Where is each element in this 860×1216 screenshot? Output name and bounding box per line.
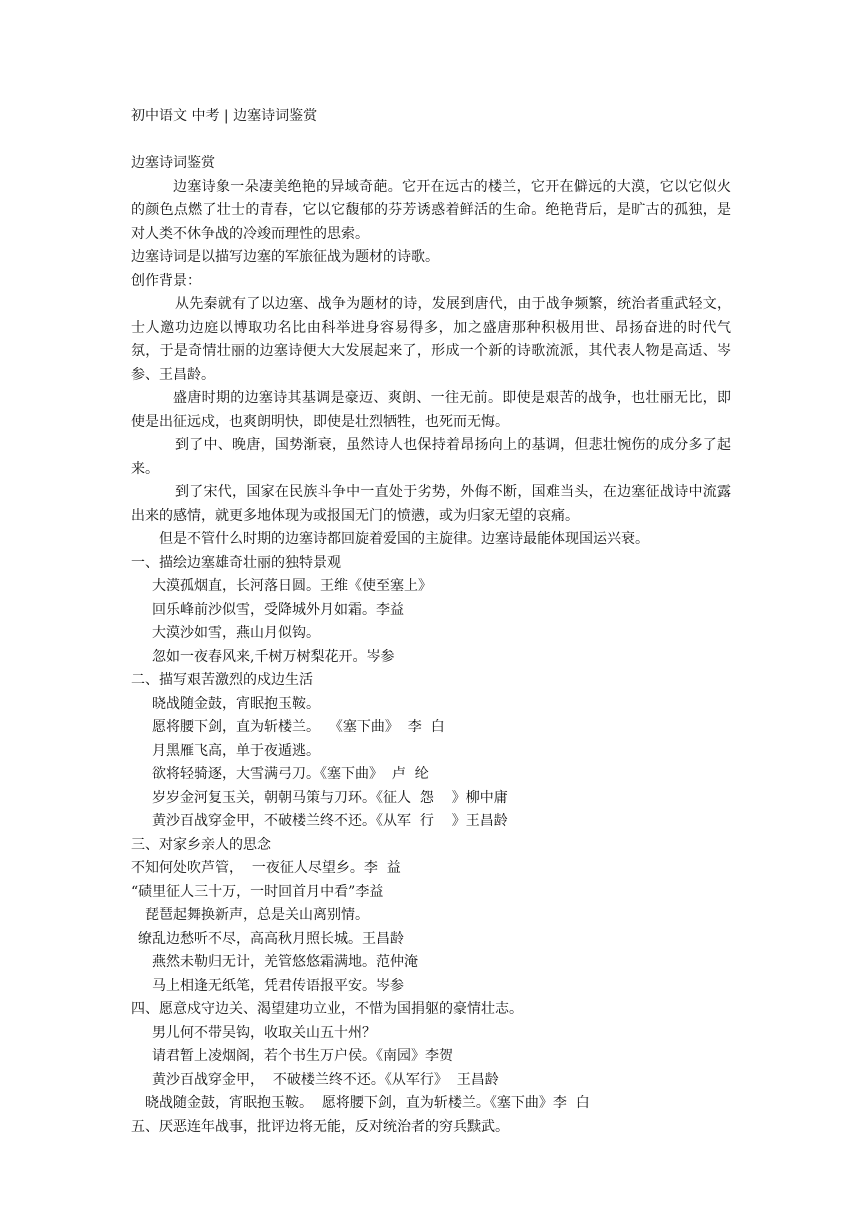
poem-line: 大漠孤烟直，长河落日圆。王维《使至塞上》 [152,578,432,594]
background-paragraph: 盛唐时期的边塞诗其基调是豪迈、爽朗、一往无前。即使是艰苦的战争，也壮丽无比，即使是出征远戍，也爽朗明快，即使是壮烈牺牲，也死而无悔。 [131,390,731,430]
section-heading: 二、描写艰苦激烈的戍边生活 [131,672,313,688]
section-heading: 五、厌恶连年战事，批评边将无能，反对统治者的穷兵黩武。 [131,1118,509,1135]
page-header: 初中语文 中考 | 边塞诗词鉴赏 [131,108,318,124]
poem-line: 琵琶起舞换新声，总是关山离别情。 [145,907,369,923]
background-paragraph: 从先秦就有了以边塞、战争为题材的诗，发展到唐代，由于战争频繁，统治者重武轻文，士人邀功边庭以博取功名比由科举进身容易得多，加之盛唐那种积极用世、昂扬奋进的时代气氛，于是奇情壮丽的边塞诗便大大发展起来了，形成一个新的诗歌流派，其代表人物是高适、岑参、王昌龄。 [131,296,731,383]
poem-line: “碛里征人三十万，一时回首月中看”李益 [131,883,384,900]
poem-line: 晓战随金鼓，宵眠抱玉鞍。 愿将腰下剑，直为斩楼兰。《塞下曲》李 白 [145,1095,590,1111]
background-paragraph: 到了中、晚唐，国势渐衰，虽然诗人也保持着昂扬向上的基调，但悲壮惋伤的成分多了起来。 [131,437,731,477]
background-paragraph: 到了宋代，国家在民族斗争中一直处于劣势，外侮不断，国难当头，在边塞征战诗中流露出来的感情，就更多地体现为或报国无门的愤懑，或为归家无望的哀痛。 [131,484,731,524]
poem-line: 大漠沙如雪，燕山月似钩。 [152,625,320,641]
document-body [131,152,731,1139]
poem-line: 岁岁金河复玉关，朝朝马策与刀环。《征人 怨 》柳中庸 [152,789,508,806]
background-paragraph: 但是不管什么时期的边塞诗都回旋着爱国的主旋律。边塞诗最能体现国运兴衰。 [159,531,649,547]
poem-line: 晓战随金鼓，宵眠抱玉鞍。 [152,695,320,712]
poem-line: 忽如一夜春风来,千树万树梨花开。岑参 [152,648,395,665]
poem-line: 回乐峰前沙似雪，受降城外月如霜。李益 [152,601,404,618]
poem-line: 欲将轻骑逐，大雪满弓刀。《塞下曲》 卢 纶 [152,766,429,782]
section-heading: 一、描绘边塞雄奇壮丽的独特景观 [131,554,341,571]
background-heading: 创作背景： [131,272,201,289]
poem-line: 男儿何不带吴钩，收取关山五十州？ [152,1024,376,1041]
poem-line: 请君暂上凌烟阁，若个书生万户侯。《南园》李贺 [152,1048,453,1064]
poem-line: 黄沙百战穿金甲，不破楼兰终不还。《从军 行 》王昌龄 [152,813,508,829]
intro-paragraph: 边塞诗象一朵凄美绝艳的异域奇葩。它开在远古的楼兰，它开在僻远的大漠，它以它似火的颜色点燃了壮士的青春，它以它馥郁的芬芳诱惑着鲜活的生命。绝艳背后，是旷古的孤独，是对人类不休争战的冷竣而理性的思索。 [131,178,731,242]
poem-line: 月黑雁飞高，单于夜遁逃。 [152,742,320,759]
poem-line: 黄沙百战穿金甲， 不破楼兰终不还。《从军行》 王昌龄 [152,1071,499,1088]
doc-title: 边塞诗词鉴赏 [131,155,215,171]
section-heading: 四、愿意戍守边关、渴望建功立业，不惜为国捐躯的豪情壮志。 [131,1001,523,1017]
poem-line: 缭乱边愁听不尽，高高秋月照长城。王昌龄 [138,930,404,947]
definition-line: 边塞诗词是以描写边塞的军旅征战为题材的诗歌。 [131,249,439,265]
poem-line: 燕然未勒归无计，羌管悠悠霜满地。范仲淹 [152,954,418,970]
poem-line: 不知何处吹芦管， 一夜征人尽望乡。李 益 [131,860,401,876]
section-heading: 三、对家乡亲人的思念 [131,836,271,853]
poem-line: 马上相逢无纸笔，凭君传语报平安。岑参 [152,977,404,994]
poem-line: 愿将腰下剑，直为斩楼兰。 《塞下曲》 李 白 [152,719,445,735]
